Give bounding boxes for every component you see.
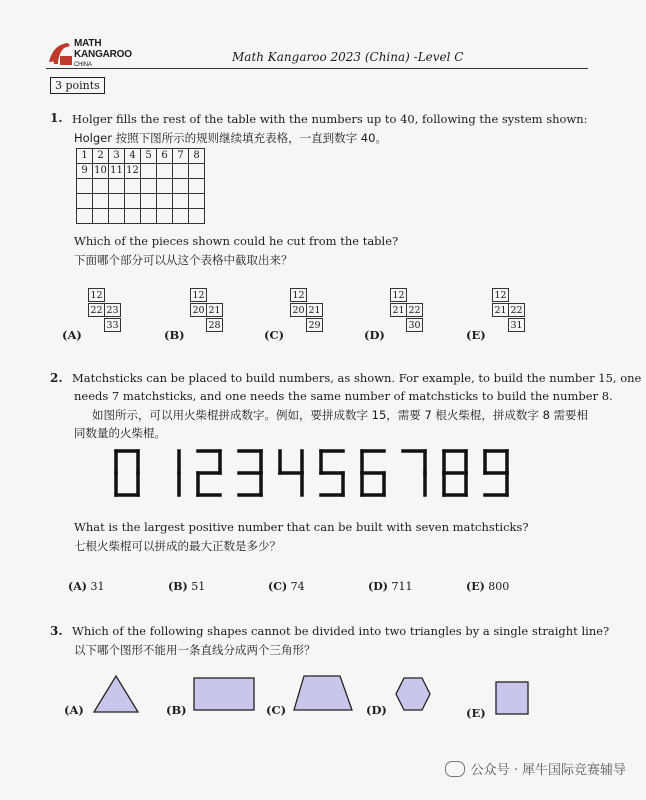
matchstick-digit-8 — [444, 451, 466, 495]
piece-cell: 21 — [306, 303, 323, 317]
watermark: 公众号 · 犀牛国际竞赛辅导 — [445, 759, 626, 778]
q3-option-label[interactable]: (E) — [466, 706, 486, 720]
piece-cell: 23 — [104, 303, 121, 317]
kangaroo-logo-icon — [46, 40, 74, 66]
table-cell — [77, 179, 93, 194]
table-cell — [125, 194, 141, 209]
q3-shape-square[interactable] — [494, 680, 530, 720]
table-cell: 12 — [125, 164, 141, 179]
piece-cell: 12 — [290, 288, 307, 302]
table-cell — [125, 209, 141, 224]
piece-cell: 12 — [190, 288, 207, 302]
table-cell — [157, 209, 173, 224]
table-cell — [93, 194, 109, 209]
wechat-icon — [445, 761, 465, 777]
q1-text-en: Holger fills the rest of the table with the numbers up to 40, following the system shown: — [72, 112, 588, 126]
table-cell — [173, 209, 189, 224]
header-divider — [46, 68, 588, 69]
table-cell: 11 — [109, 164, 125, 179]
q3-option-label[interactable]: (B) — [166, 703, 187, 717]
matchstick-digit-4 — [280, 451, 302, 495]
piece-cell: 20 — [190, 303, 207, 317]
table-row — [77, 179, 205, 194]
matchstick-digits — [112, 448, 522, 500]
q2-answer-option[interactable]: (C) 74 — [268, 580, 305, 593]
table-cell — [77, 194, 93, 209]
table-cell — [157, 164, 173, 179]
table-row — [77, 164, 205, 179]
q2-answer-option[interactable]: (E) 800 — [466, 580, 510, 593]
q2-text-zh-1: 如图所示，可以用火柴棍拼成数字。例如，要拼成数字 15，需要 7 根火柴棍，拼成数字 8 需要相 — [92, 408, 589, 422]
piece-cell: 22 — [406, 303, 423, 317]
piece-cell: 22 — [88, 303, 105, 317]
page-title: Math Kangaroo 2023 (China) -Level C — [232, 50, 464, 64]
q3-text-zh: 以下哪个图形不能用一条直线分成两个三角形？ — [74, 643, 316, 657]
table-cell — [109, 209, 125, 224]
q1-number: 1. — [50, 111, 63, 125]
piece-cell: 12 — [88, 288, 105, 302]
table-cell — [141, 179, 157, 194]
table-cell — [141, 164, 157, 179]
table-cell — [77, 209, 93, 224]
table-cell — [109, 179, 125, 194]
piece-cell: 33 — [104, 318, 121, 332]
q3-shape-trapezoid[interactable] — [292, 674, 354, 716]
matchstick-digit-6 — [362, 451, 384, 495]
q3-option-label[interactable]: (A) — [64, 703, 84, 717]
table-cell: 10 — [93, 164, 109, 179]
piece-cell: 21 — [492, 303, 509, 317]
table-cell — [189, 194, 205, 209]
piece-cell: 21 — [206, 303, 223, 317]
table-row — [77, 149, 205, 164]
piece-cell: 29 — [306, 318, 323, 332]
q2-text-en-1: Matchsticks can be placed to build numbers, as shown. For example, to build the number 15, one — [72, 371, 642, 385]
piece-cell: 21 — [390, 303, 407, 317]
q3-number: 3. — [50, 624, 63, 638]
q1-option-label[interactable]: (A) — [62, 328, 82, 342]
q3-shape-hexagon[interactable] — [394, 676, 432, 716]
table-cell — [173, 164, 189, 179]
table-cell — [157, 194, 173, 209]
table-cell: 3 — [109, 149, 125, 164]
piece-cell: 31 — [508, 318, 525, 332]
q1-option-label[interactable]: (C) — [264, 328, 285, 342]
table-cell: 2 — [93, 149, 109, 164]
q1-question-zh: 下面哪个部分可以从这个表格中截取出来？ — [74, 253, 293, 267]
matchstick-digit-0 — [116, 451, 138, 495]
logo-text: MATH KANGAROO CHINA — [74, 38, 132, 68]
matchstick-digit-3 — [239, 451, 261, 495]
table-cell — [189, 164, 205, 179]
q2-answer-option[interactable]: (D) 711 — [368, 580, 413, 593]
table-row — [77, 209, 205, 224]
q2-question-zh: 七根火柴棍可以拼成的最大正数是多少？ — [74, 539, 281, 553]
q2-text-en-2: needs 7 matchsticks, and one needs the same number of matchsticks to build the number 8. — [74, 389, 613, 403]
table-cell: 9 — [77, 164, 93, 179]
table-cell — [93, 209, 109, 224]
table-cell — [125, 179, 141, 194]
piece-cell: 12 — [390, 288, 407, 302]
matchstick-digit-7 — [403, 451, 425, 495]
q2-answer-option[interactable]: (A) 31 — [68, 580, 105, 593]
q2-number: 2. — [50, 371, 63, 385]
q1-text-zh: Holger 按照下图所示的规则继续填充表格，一直到数字 40。 — [74, 131, 387, 145]
q3-text-en: Which of the following shapes cannot be divided into two triangles by a single straight line? — [72, 624, 610, 638]
q3-option-label[interactable]: (C) — [266, 703, 287, 717]
table-cell — [141, 209, 157, 224]
q2-question-en: What is the largest positive number that can be built with seven matchsticks? — [74, 520, 529, 534]
table-cell: 1 — [77, 149, 93, 164]
q2-answer-option[interactable]: (B) 51 — [168, 580, 206, 593]
matchstick-digit-9 — [485, 451, 507, 495]
q2-text-zh-2: 同数量的火柴棍。 — [74, 426, 166, 440]
table-cell — [141, 194, 157, 209]
q3-shape-rectangle[interactable] — [192, 676, 256, 716]
matchstick-digit-2 — [198, 451, 220, 495]
table-row — [77, 194, 205, 209]
table-cell — [109, 194, 125, 209]
table-cell — [157, 179, 173, 194]
matchstick-digit-5 — [321, 451, 343, 495]
table-cell: 7 — [173, 149, 189, 164]
table-cell — [189, 179, 205, 194]
piece-cell: 30 — [406, 318, 423, 332]
q1-question-en: Which of the pieces shown could he cut from the table? — [74, 234, 399, 248]
table-cell — [173, 179, 189, 194]
q1-option-label[interactable]: (E) — [466, 328, 486, 342]
piece-cell: 12 — [492, 288, 509, 302]
table-cell: 4 — [125, 149, 141, 164]
table-cell — [173, 194, 189, 209]
table-cell — [189, 209, 205, 224]
table-cell — [93, 179, 109, 194]
q1-number-table — [76, 148, 205, 224]
table-cell: 8 — [189, 149, 205, 164]
q3-option-label[interactable]: (D) — [366, 703, 387, 717]
q3-shape-triangle[interactable] — [90, 670, 142, 720]
piece-cell: 20 — [290, 303, 307, 317]
piece-cell: 28 — [206, 318, 223, 332]
table-cell: 5 — [141, 149, 157, 164]
table-cell: 6 — [157, 149, 173, 164]
q1-option-label[interactable]: (B) — [164, 328, 185, 342]
q1-option-label[interactable]: (D) — [364, 328, 385, 342]
points-label: 3 points — [50, 77, 105, 94]
piece-cell: 22 — [508, 303, 525, 317]
